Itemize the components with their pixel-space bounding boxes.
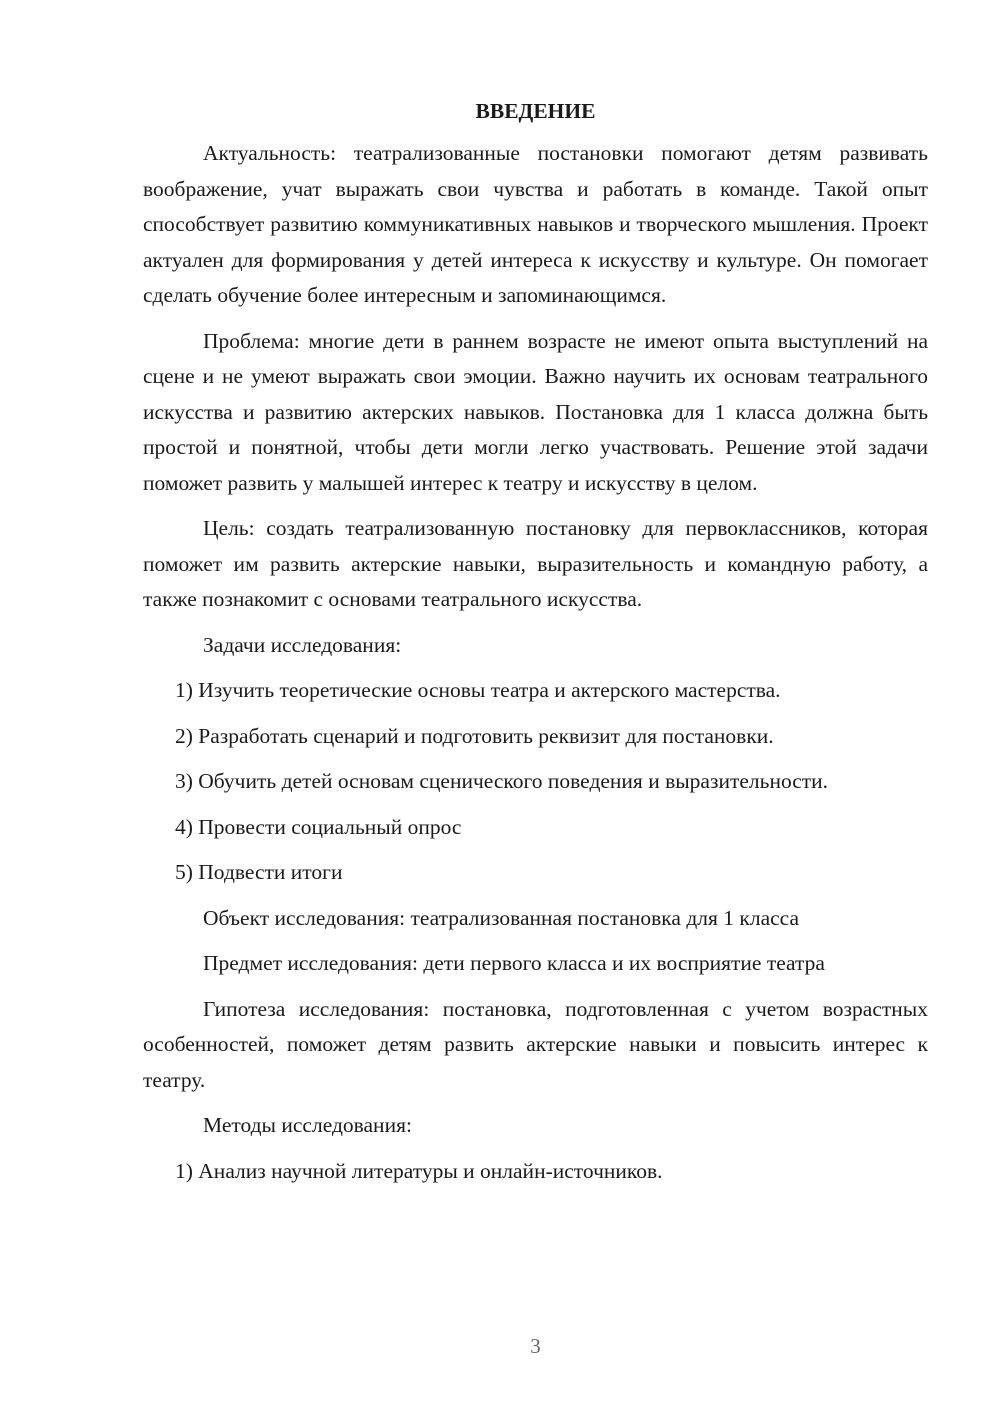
list-item: 3) Обучить детей основам сценического поведения и выразительности.	[175, 769, 829, 793]
hypothesis-paragraph: Гипотеза исследования: постановка, подготовленная с учетом возрастных особенностей, поможет детям развить актерские навыки и повысить интерес к театру.	[143, 996, 928, 1092]
list-item: 4) Провести социальный опрос	[175, 814, 462, 839]
list-item: 1) Анализ научной литературы и онлайн-источников.	[175, 1158, 663, 1183]
tasks-list	[143, 673, 928, 891]
problem-paragraph: Проблема: многие дети в раннем возрасте не имеют опыта выступлений на сцене и не умеют выражать свои эмоции. Важно научить их основам театрального искусства и развитию актерских навыков. Постановка для 1 класса должна быть простой и понятной, чтобы дети могли легко участвовать. Решение этой задачи поможет развить у малышей интерес к театру и искусству в целом.	[143, 328, 928, 495]
object-paragraph: Объект исследования: театрализованная постановка для 1 класса	[203, 905, 800, 930]
goal-paragraph: Цель: создать театрализованную постановку для первоклассников, которая поможет им развить актерские навыки, выразительность и командную работу, а также познакомит с основами театрального искусства.	[143, 516, 928, 611]
list-item: 5) Подвести итоги	[175, 860, 343, 884]
subject-paragraph: Предмет исследования: дети первого класса и их восприятие театра	[203, 951, 825, 975]
list-item: 1) Изучить теоретические основы театра и актерского мастерства.	[175, 678, 781, 702]
section-title: ВВЕДЕНИЕ	[475, 99, 596, 123]
methods-list	[143, 1154, 928, 1190]
tasks-heading: Задачи исследования:	[203, 632, 402, 657]
relevance-paragraph: Актуальность: театрализованные постановки помогают детям развивать воображение, учат выражать свои чувства и работать в команде. Такой опыт способствует развитию коммуникативных навыков и творческого мышления. Проект актуален для формирования у детей интереса к искусству и культуре. Он помогает сделать обучение более интересным и запоминающимся.	[143, 141, 928, 307]
list-item: 2) Разработать сценарий и подготовить реквизит для постановки.	[175, 723, 774, 748]
page-content	[143, 96, 928, 1199]
page-number: 3	[530, 1334, 541, 1358]
methods-heading: Методы исследования:	[203, 1113, 412, 1137]
